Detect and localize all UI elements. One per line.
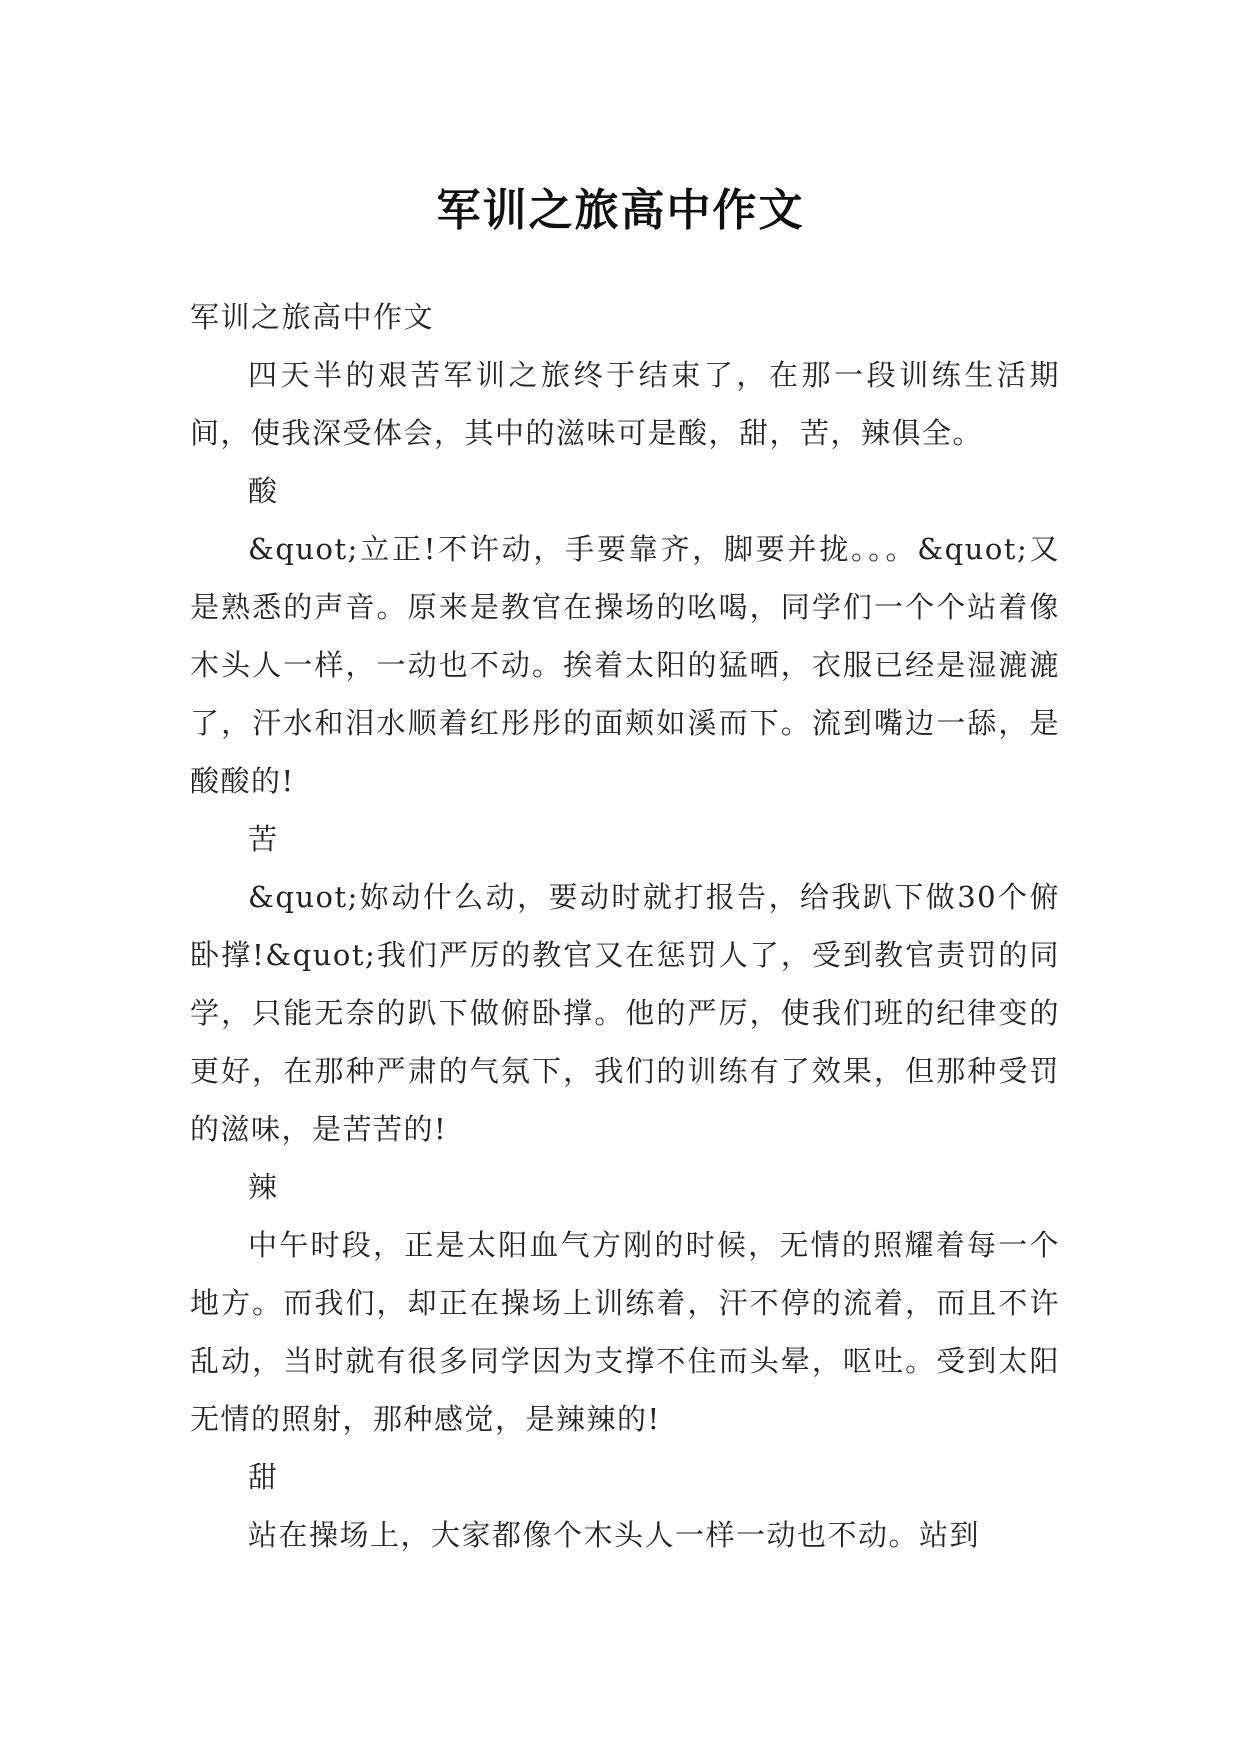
section-heading-bitter: 苦 [248,822,279,856]
paragraph-heading: 军训之旅高中作文 [190,300,435,334]
paragraph-sour: &quot;立正!不许动，手要靠齐，脚要并拢。。。&quot;又是熟悉的声音。原来是教官在操场的吆喝，同学们一个个站着像木头人一样，一动也不动。挨着太阳的猛晒，衣服已经是湿漉漉了，汗水和泪水顺着红彤彤的面颊如溪而下。流到嘴边一舔，是酸酸的! [190,532,1060,798]
paragraph-bitter: &quot;妳动什么动，要动时就打报告，给我趴下做30个俯卧撑!&quot;我们严厉的教官又在惩罚人了，受到教官责罚的同学，只能无奈的趴下做俯卧撑。他的严厉，使我们班的纪律变的更好，在那种严肃的气氛下，我们的训练有了效果，但那种受罚的滋味，是苦苦的! [190,880,1060,1146]
document-title: 军训之旅高中作文 [436,185,805,237]
section-heading-sour: 酸 [248,474,279,508]
paragraph-sweet: 站在操场上，大家都像个木头人一样一动也不动。站到 [248,1518,981,1552]
section-heading-spicy: 辣 [248,1170,279,1204]
paragraph-spicy: 中午时段，正是太阳血气方刚的时候，无情的照耀着每一个地方。而我们，却正在操场上训练着，汗不停的流着，而且不许乱动，当时就有很多同学因为支撑不住而头晕，呕吐。受到太阳无情的照射，那种感觉，是辣辣的! [190,1228,1060,1436]
section-heading-sweet: 甜 [248,1460,279,1494]
document-body [190,288,1060,1564]
paragraph-intro: 四天半的艰苦军训之旅终于结束了，在那一段训练生活期间，使我深受体会，其中的滋味可是酸，甜，苦，辣俱全。 [190,358,1060,450]
